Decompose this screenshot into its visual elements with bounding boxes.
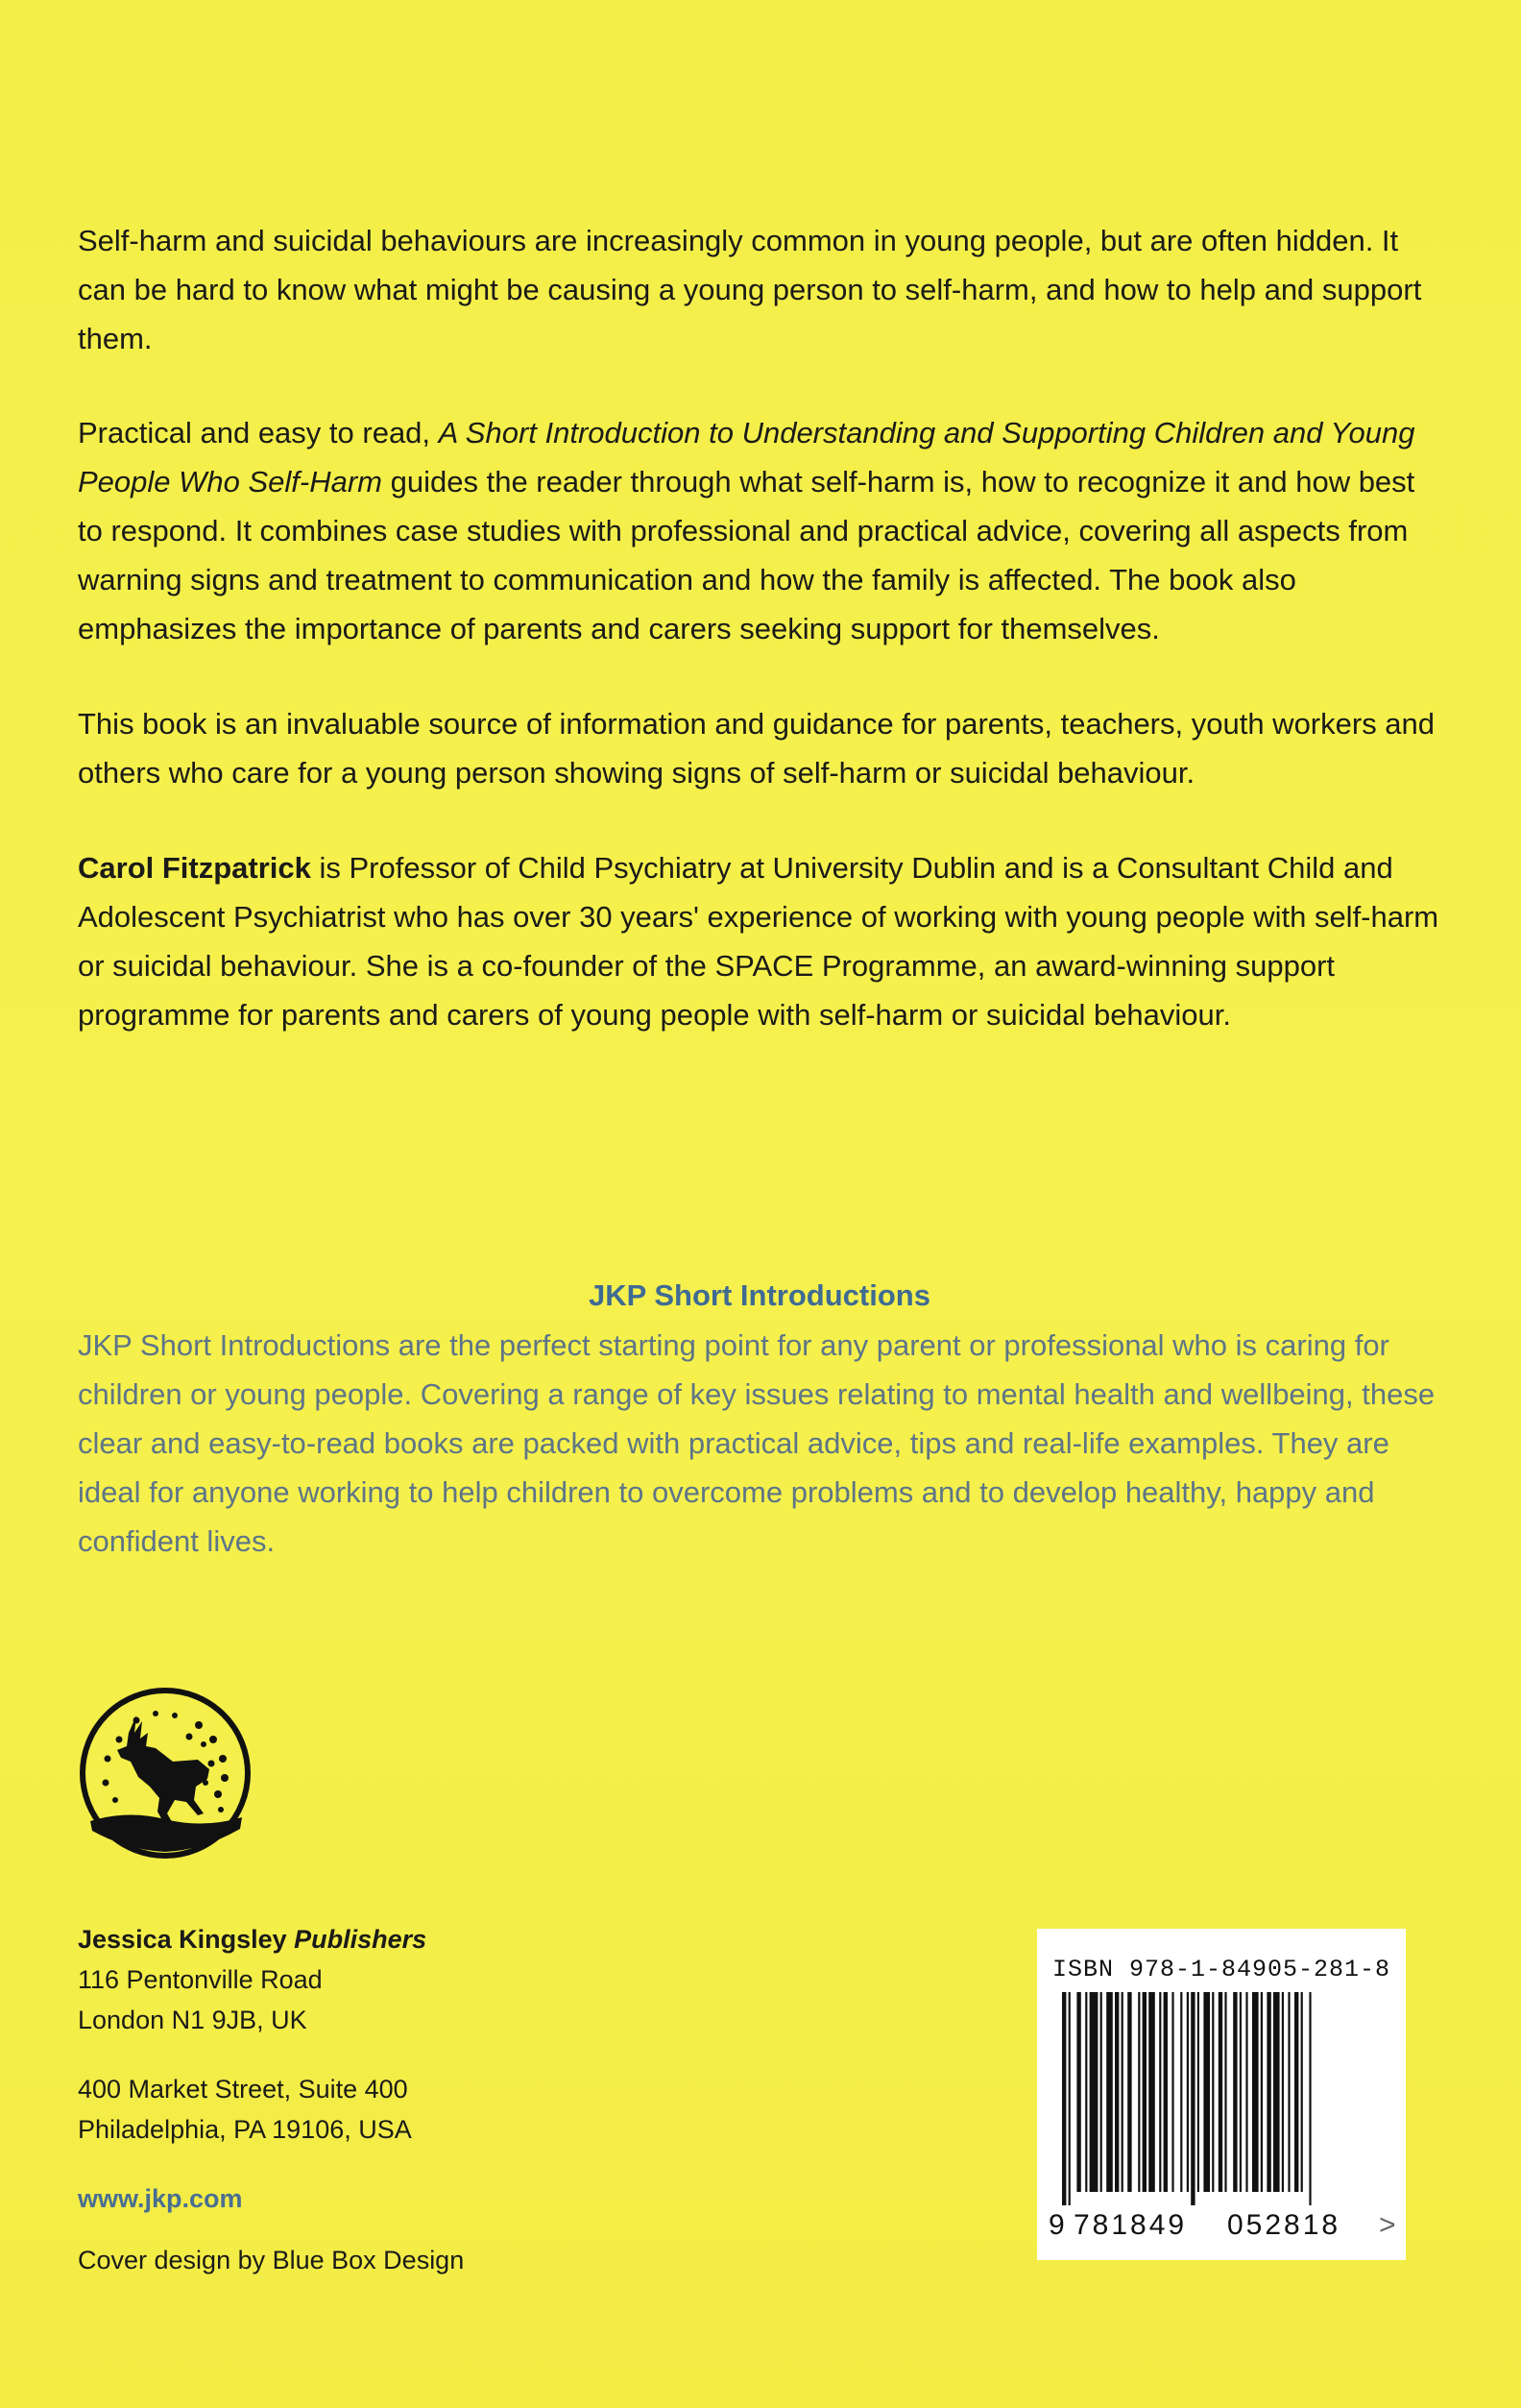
barcode-bar [1261,1992,1263,2192]
barcode-bar [1212,1992,1214,2192]
blurb-p2-suffix: guides the reader through what self-harm is, how to recognize it and how best to respond. It combines case studies with professional and practical advice, covering all aspects from warning signs and treatment to communication and how the family is affected. The book also emphasizes the importance of parents and carers seeking support for themselves. [78,465,1415,645]
barcode-bar [1191,1992,1195,2205]
barcode-bar [1127,1992,1131,2192]
ean-first-digit: 9 [1049,2209,1065,2241]
barcode-bar [1143,1992,1147,2192]
blurb [78,216,1441,1085]
barcode-bar [1090,1992,1098,2192]
blurb-paragraph-3: This book is an invaluable source of information and guidance for parents, teachers, youth workers and others who care for a young person showing signs of self-harm or suicidal behaviour. [78,707,1436,790]
barcode-bar [1164,1992,1168,2192]
barcode-bar [1159,1992,1161,2192]
isbn-label: ISBN 978-1-84905-281-8 [1052,1956,1391,1983]
author-bio-text: is Professor of Child Psychiatry at University Dublin and is a Consultant Child and Adolescent Psychiatrist who has over 30 years' experience of working with young people with self-harm or suicidal behaviour. She is a co-founder of the SPACE Programme, an award-winning support programme for parents and carers of young people with self-harm or suicidal behaviour. [78,851,1439,1032]
series-heading: JKP Short Introductions [589,1278,930,1312]
ean-right-group: 052818 [1227,2209,1341,2241]
barcode-bar [1115,1992,1119,2192]
book-title: A Short Introduction to Understanding and Supporting Children and Young People Who Self-Harm [78,416,1415,499]
barcode-bar [1233,1992,1237,2192]
isbn-barcode [1037,1929,1406,2260]
barcode-bar [1288,1992,1290,2192]
barcode-bar [1219,1992,1222,2192]
barcode-bar [1203,1992,1210,2192]
barcode-bar [1252,1992,1259,2192]
barcode-bar [1273,1992,1280,2192]
barcode-bar [1187,1992,1189,2192]
barcode-bar [1138,1992,1140,2192]
series-description [78,1274,1441,1566]
barcode-bar [1180,1992,1182,2192]
barcode-bar [1224,1992,1226,2192]
publisher-info [78,1919,464,2280]
barcode-bar [1062,1992,1066,2205]
publisher-name-main: Jessica Kingsley [78,1925,287,1954]
barcode-bars [1047,1992,1373,2208]
series-body: JKP Short Introductions are the perfect starting point for any parent or professional who is caring for children or young people. Covering a range of key issues relating to mental health and wellbeing, these clear and easy-to-read books are packed with practical advice, tips and real-life examples. They are ideal for anyone working to help children to overcome problems and to develop healthy, happy and confident lives. [78,1328,1436,1558]
publisher-name [78,1919,464,1959]
cover-credit: Cover design by Blue Box Design [78,2246,465,2274]
barcode-bar [1282,1992,1284,2192]
barcode-bar [1076,1992,1080,2192]
uk-address-line-2: London N1 9JB, UK [78,2006,307,2034]
us-address-line-2: Philadelphia, PA 19106, USA [78,2115,412,2144]
barcode-bar [1197,1992,1199,2192]
barcode-bar [1069,1992,1071,2205]
barcode-bar [1301,1992,1303,2192]
author-name: Carol Fitzpatrick [78,851,311,885]
barcode-bar [1294,1992,1298,2192]
barcode-bar [1100,1992,1102,2192]
ean-left-group: 781849 [1074,2209,1188,2241]
uk-address-line-1: 116 Pentonville Road [78,1965,323,1994]
ean-digits [1049,2209,1396,2405]
barcode-bar [1148,1992,1155,2192]
barcode-bar [1240,1992,1242,2192]
publisher-website-link[interactable]: www.jkp.com [78,2184,243,2213]
leaping-stag-logo-icon [79,1687,252,1860]
blurb-paragraph-2 [78,408,1441,653]
barcode-bar [1085,1992,1087,2192]
ean-arrow: > [1379,2209,1396,2241]
publisher-name-suffix: Publishers [294,1925,427,1954]
barcode-bar [1171,1992,1173,2192]
barcode-bar [1267,1992,1270,2192]
blurb-paragraph-1: Self-harm and suicidal behaviours are increasingly common in young people, but are often hidden. It can be hard to know what might be causing a young person to self-harm, and how to help and support them. [78,224,1422,355]
us-address-line-1: 400 Market Street, Suite 400 [78,2075,408,2104]
barcode-bar [1122,1992,1123,2192]
barcode-bar [1106,1992,1113,2192]
barcode-bar [1309,1992,1311,2205]
barcode-bar [1245,1992,1247,2192]
author-bio [78,843,1441,1039]
blurb-p2-prefix: Practical and easy to read, [78,416,439,450]
